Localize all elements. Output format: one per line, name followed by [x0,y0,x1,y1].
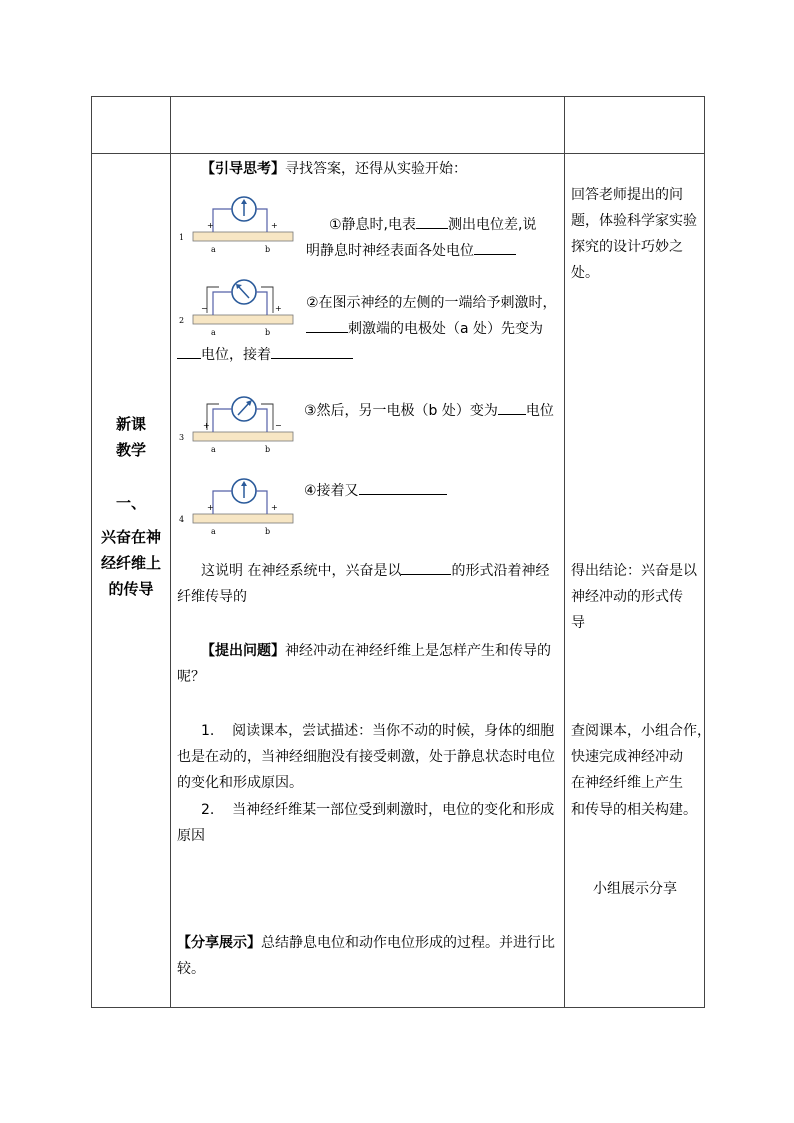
conclusion-line-b: 纤维传导的 [177,589,247,605]
diagram-number: 4 [179,515,185,524]
activity-text: 处。 [571,265,599,281]
polarity-right: + [275,304,282,313]
section-label-line: 的传导 [108,580,154,598]
wire-right [256,292,267,315]
activity-text: 题，体验科学家实验 [571,213,697,229]
blank [177,344,201,359]
polarity-right: + [271,503,278,512]
diagram-2 [177,277,297,347]
q1-line-b: 明静息时神经表面各处电位 [306,238,516,264]
electrode-a-label: a [211,527,216,536]
electrode-b-label: b [265,527,271,536]
conclusion-line-a: 这说明 在神经系统中，兴奋是以 的形式沿着神经 [201,558,549,584]
nerve-fiber [193,432,293,441]
diagram-number: 3 [179,433,185,442]
activity-text: 得出结论：兴奋是以 [571,563,697,579]
section-label-line: 教学 [115,441,146,459]
polarity-left: + [207,221,214,230]
diagram-4 [177,476,297,546]
activity-text: 快速完成神经冲动 [571,749,683,765]
wire-left [213,409,232,432]
wire-right [256,491,267,514]
intro-line [201,156,467,182]
section-label-cell [92,154,171,1008]
activity-text: 导 [571,615,585,631]
share-line-2: 较。 [177,961,205,977]
header-cell-2 [171,97,565,154]
section-label-line: 新课 [115,415,146,433]
wire-left [213,292,232,315]
nerve-fiber [193,514,293,523]
electrode-b-label: b [265,245,271,254]
item-2-line-a: 2. 当神经纤维某一部位受到刺激时，电位的变化和形成 [201,802,555,818]
q1-line-a: ①静息时,电表 测出电位差,说 [329,212,536,238]
blank [498,400,526,415]
item-1-line-b: 也是在动的，当神经细胞没有接受刺激，处于静息状态时电位 [177,749,555,765]
electrode-a-label: a [211,445,216,454]
wire-left [213,209,232,232]
wire-left [213,491,232,514]
question-bracket: 【提出问题】 [201,643,285,659]
wire-right [256,209,267,232]
item-number: 2. [201,802,215,818]
polarity-left: − [201,304,208,313]
header-cell-1 [92,97,171,154]
activity-text: 查阅课本，小组合作， [571,723,711,739]
share-line: 【分享展示】总结静息电位和动作电位形成的过程。并进行比 [177,935,555,951]
activity-text: 神经冲动的形式传 [571,589,683,605]
activity-text: 和传导的相关构建。 [571,802,697,818]
blank [401,560,451,575]
diagram-3 [177,394,297,464]
electrode-a-label: a [211,245,216,254]
section-label-line: 兴奋在神 [100,528,161,546]
activity-text: 小组展示分享 [593,881,677,897]
item-1-line-a: 1. 阅读课本，尝试描述：当你不动的时候，身体的细胞 [201,723,555,739]
section-label-line: 经纤维上 [100,554,161,572]
polarity-left: + [207,503,214,512]
item-1-line-c: 的变化和形成原因。 [177,775,303,791]
q2-line-c: 电位，接着 [177,342,353,368]
q4-line: ④接着又 [304,478,447,504]
lesson-table [91,96,711,1008]
blank [416,214,448,229]
blank [359,480,447,495]
polarity-right: − [275,421,282,430]
electrode-a-label: a [211,328,216,337]
diagram-number: 2 [179,316,185,325]
header-row [92,97,705,154]
wire-right [256,409,267,432]
item-2-line-b: 原因 [177,828,205,844]
q2-line-a: ②在图示神经的左侧的一端给予刺激时， [306,295,557,311]
electrode-b-label: b [265,328,271,337]
intro-text: 寻找答案，还得从实验开始： [285,161,467,177]
diagram-number: 1 [179,233,185,242]
header-cell-3 [565,97,705,154]
content-cell [171,154,565,1008]
section-label-line: 一、 [115,494,146,512]
electrode-b-label: b [265,445,271,454]
diagram-1 [177,194,297,264]
activity-text: 回答老师提出的问 [571,187,683,203]
question-line: 【提出问题】神经冲动在神经纤维上是怎样产生和传导的 [201,643,551,659]
question-line-2: 呢？ [177,669,205,685]
activity-text: 在神经纤维上产生 [571,775,683,791]
polarity-left: + [203,421,210,430]
nerve-fiber [193,315,293,324]
blank [306,318,348,333]
student-activity-cell [565,154,711,1008]
nerve-fiber [193,232,293,241]
activity-text: 探究的设计巧妙之 [571,239,683,255]
q2-line-b: 刺激端的电极处（a 处）先变为 [306,316,543,342]
blank [271,344,353,359]
polarity-right: + [271,221,278,230]
body-row [92,154,705,1008]
item-number: 1. [201,723,215,739]
share-bracket: 【分享展示】 [177,935,261,951]
q3-line: ③然后，另一电极（b 处）变为 电位 [304,398,554,424]
blank [474,240,516,255]
intro-bracket: 【引导思考】 [201,161,285,177]
